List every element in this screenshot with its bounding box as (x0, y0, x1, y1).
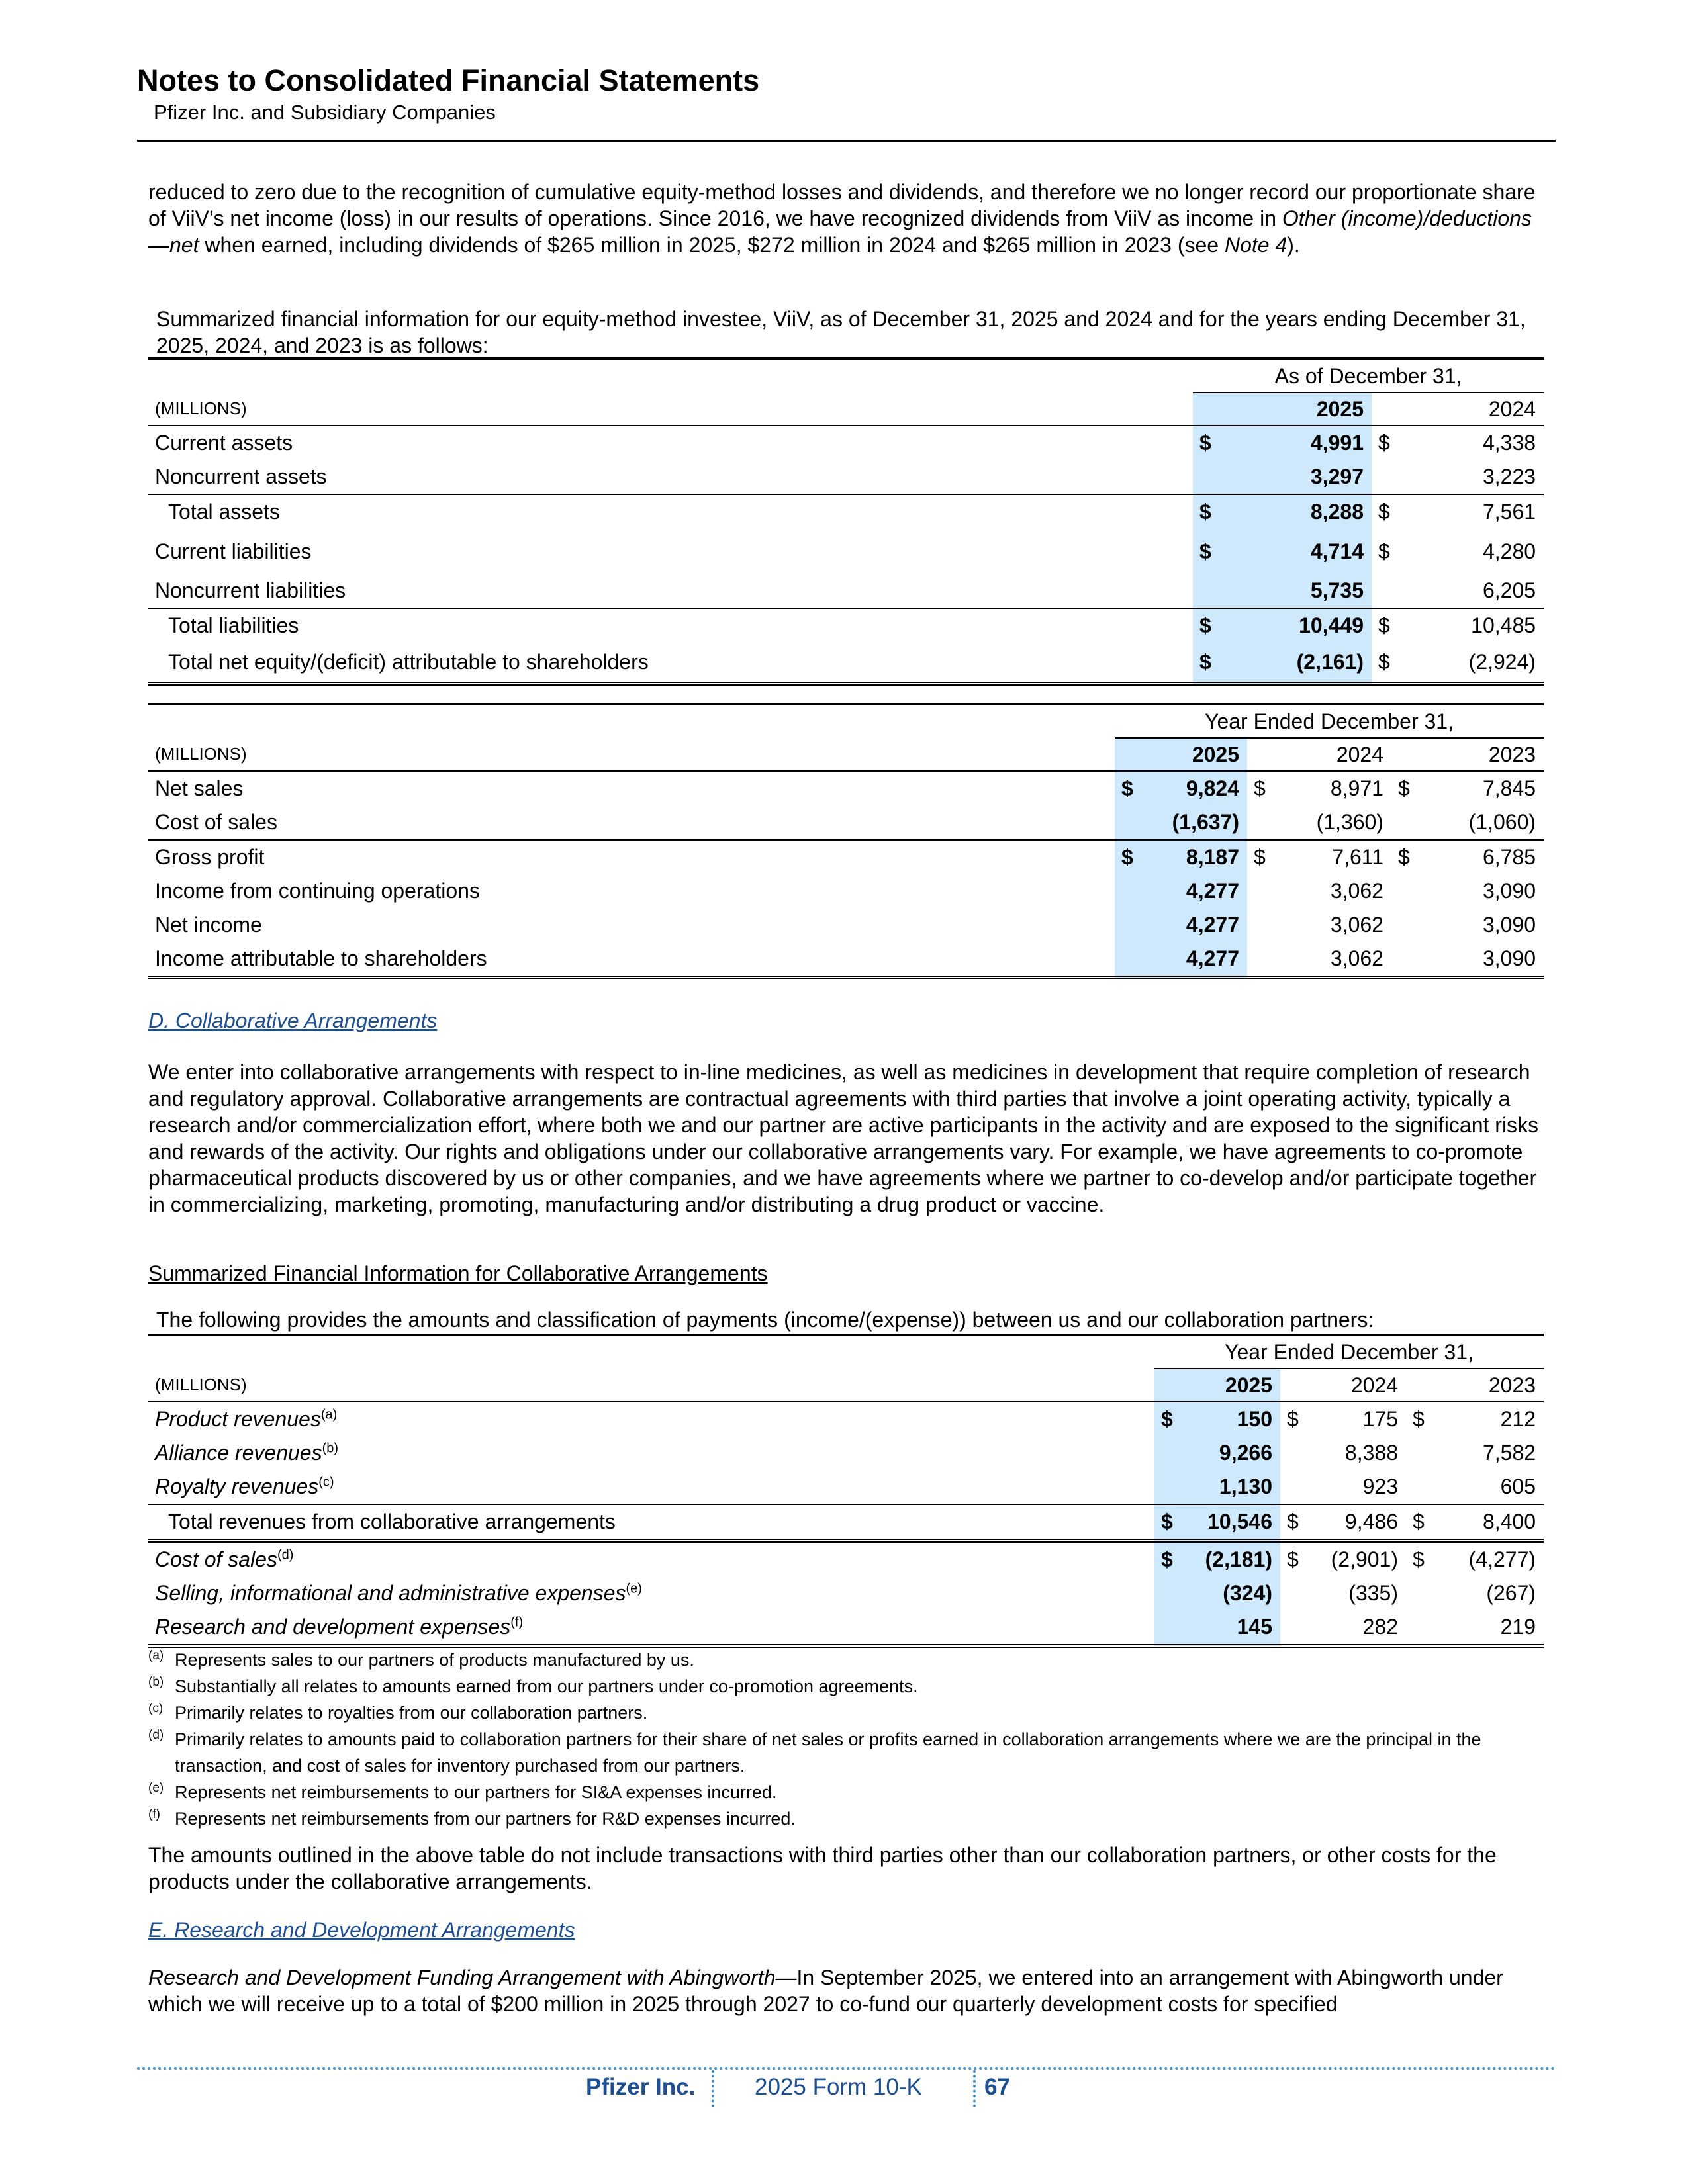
viiv-income-table (148, 703, 1544, 979)
viiv-balance-sheet-table (148, 357, 1544, 686)
collaboration-payments-table (148, 1334, 1544, 1648)
currency-symbol (1406, 1470, 1432, 1504)
value-2023: 3,090 (1482, 913, 1536, 936)
value-2024: 3,062 (1280, 942, 1391, 978)
unit-label: (MILLIONS) (148, 1369, 1154, 1402)
currency-symbol: $ (1406, 1504, 1432, 1541)
currency-symbol: $ (1378, 614, 1390, 637)
currency-symbol (1193, 460, 1226, 494)
row-label-text: Product revenues (155, 1407, 321, 1431)
page-subtitle: Pfizer Inc. and Subsidiary Companies (154, 101, 496, 124)
value-2024: 7,611 (1332, 845, 1383, 869)
currency-symbol (1115, 942, 1148, 978)
footnote (148, 1726, 1552, 1779)
currency-symbol (1154, 1576, 1181, 1610)
table-row (148, 1576, 1544, 1610)
year-header: 2025 (1226, 392, 1372, 426)
year-header: 2024 (1280, 738, 1391, 771)
currency-symbol: $ (1372, 643, 1405, 684)
year-header: 2023 (1425, 738, 1544, 771)
currency-symbol (1406, 1436, 1432, 1470)
currency-symbol (1280, 1470, 1307, 1504)
footnote-mark: (b) (148, 1675, 164, 1689)
row-label (148, 1610, 1154, 1646)
currency-symbol: $ (1193, 529, 1226, 574)
page-footer (0, 2070, 1688, 2110)
currency-symbol: $ (1287, 1407, 1299, 1431)
value-2024: 6,205 (1405, 574, 1544, 608)
currency-symbol: $ (1254, 845, 1266, 869)
row-label: Current liabilities (155, 539, 312, 563)
footnote-mark: (f) (148, 1807, 160, 1821)
footnote (148, 1779, 1552, 1805)
footnote-ref: (f) (510, 1615, 524, 1630)
row-label: Income attributable to shareholders (148, 942, 1115, 978)
currency-symbol: $ (1193, 426, 1226, 460)
currency-symbol: $ (1378, 431, 1390, 455)
value-2024: 9,486 (1307, 1504, 1406, 1541)
currency-symbol (1372, 574, 1405, 608)
table-row (148, 771, 1544, 805)
footnote-text: Primarily relates to amounts paid to collaboration partners for their share of net sales or profits earned in collaboration arrangements where we are the principal in the transaction, and cost of sales for inventory purchased from our partners. (175, 1729, 1481, 1776)
section-d-subheading: Summarized Financial Information for Collaborative Arrangements (148, 1261, 768, 1285)
table-row (148, 608, 1544, 643)
value-2024: 10,485 (1471, 614, 1536, 637)
section-e-body: Research and Development Funding Arrangement with Abingworth—In September 2025, we entered into an arrangement with Abingworth under which we will receive up to a total of $200 million in 2025 through 2027 to co-fund our quarterly development costs for specified (148, 1966, 1503, 2016)
currency-symbol: $ (1154, 1541, 1181, 1576)
footnote-ref: (e) (626, 1581, 642, 1596)
currency-symbol (1406, 1610, 1432, 1646)
footnote-mark: (e) (148, 1781, 164, 1795)
footnote-text: Primarily relates to royalties from our collaboration partners. (175, 1703, 648, 1723)
row-label: Noncurrent assets (148, 460, 1193, 494)
period-header: As of December 31, (1193, 359, 1544, 392)
table-row (148, 942, 1544, 978)
currency-symbol: $ (1193, 643, 1226, 684)
value-2024: (1,360) (1280, 805, 1391, 840)
currency-symbol (1280, 1576, 1307, 1610)
row-label: Current assets (155, 431, 293, 455)
footnote-text: Represents net reimbursements from our partners for R&D expenses incurred. (175, 1809, 796, 1829)
row-label (148, 1470, 1154, 1504)
currency-symbol: $ (1193, 494, 1226, 529)
value-2023: 6,785 (1482, 845, 1536, 869)
year-header: 2025 (1181, 1369, 1280, 1402)
currency-symbol: $ (1413, 1407, 1425, 1431)
section-d-heading[interactable]: D. Collaborative Arrangements (148, 1009, 438, 1032)
value-2024: 8,388 (1344, 1441, 1398, 1465)
value-2024: 7,561 (1482, 500, 1536, 523)
section-d-body: We enter into collaborative arrangements with respect to in-line medicines, as well as medicines in development that require completion of research and regulatory approval. Collaborative arrangements are contractual agreements with third parties that involve a joint operating activity, typically a research and/or commercialization effort, where both we and our partner are active participants in the activity and are exposed to the significant risks and rewards of the activity. Our rights and obligations under our collaborative arrangements vary. For example, we have agreements to co-promote pharmaceutical products discovered by us or other companies, and we have agreements where we partner to co-develop and/or participate together in commercializing, marketing, promoting, manufacturing and/or distributing a drug product or vaccine. (148, 1060, 1539, 1216)
currency-symbol (1247, 908, 1280, 942)
table-row (148, 1541, 1544, 1576)
footnote-mark: (a) (148, 1649, 164, 1662)
table-row (148, 908, 1544, 942)
row-label: Net sales (155, 776, 244, 800)
year-header: 2023 (1432, 1369, 1544, 1402)
row-label: Noncurrent liabilities (148, 574, 1193, 608)
currency-symbol (1154, 1436, 1181, 1470)
row-label: Total assets (168, 500, 280, 523)
currency-symbol (1115, 874, 1148, 908)
unit-label: (MILLIONS) (148, 392, 1193, 426)
value-2024: 8,971 (1330, 776, 1383, 800)
value-2024: (335) (1348, 1581, 1398, 1605)
currency-symbol: $ (1398, 845, 1410, 869)
currency-symbol: $ (1280, 1504, 1307, 1541)
currency-symbol: $ (1254, 776, 1266, 800)
year-header: 2025 (1148, 738, 1247, 771)
value-2025: 8,288 (1226, 494, 1372, 529)
currency-symbol (1247, 874, 1280, 908)
unit-label: (MILLIONS) (148, 738, 1115, 771)
currency-symbol: $ (1287, 1547, 1299, 1571)
header-rule (137, 140, 1556, 142)
value-2023: 219 (1432, 1610, 1544, 1646)
currency-symbol (1115, 805, 1148, 840)
footnote (148, 1700, 1552, 1726)
value-2023: 3,090 (1425, 942, 1544, 978)
value-2025: 8,187 (1148, 840, 1247, 874)
value-2024: 4,280 (1482, 539, 1536, 563)
currency-symbol: $ (1378, 500, 1390, 523)
currency-symbol (1372, 460, 1405, 494)
after-table-paragraph: The amounts outlined in the above table do not include transactions with third parties other than our collaboration partners, or other costs for the products under the collaborative arrangements. (148, 1843, 1497, 1893)
footer-separator (712, 2070, 714, 2107)
value-2024: 3,062 (1330, 879, 1383, 903)
currency-symbol: $ (1115, 840, 1148, 874)
value-2023: 3,090 (1482, 879, 1536, 903)
footer-rule (137, 2067, 1556, 2070)
table-row (148, 574, 1544, 608)
currency-symbol: $ (1398, 776, 1410, 800)
value-2025: (2,161) (1226, 643, 1372, 684)
value-2025: 9,824 (1148, 771, 1247, 805)
currency-symbol (1154, 1470, 1181, 1504)
table-row (148, 1610, 1544, 1646)
value-2025: 3,297 (1226, 460, 1372, 494)
viiv-intro: Summarized financial information for our equity-method investee, ViiV, as of December 31, 2025 and 2024 and for the years ending December 31, 2025, 2024, and 2023 is as follows: (156, 307, 1526, 357)
currency-symbol (1280, 1436, 1307, 1470)
footnote (148, 1673, 1552, 1700)
currency-symbol: $ (1154, 1402, 1181, 1436)
table-row (148, 529, 1544, 574)
footer-company: Pfizer Inc. (586, 2074, 696, 2100)
footnote-ref: (b) (322, 1441, 339, 1456)
value-2025: 145 (1181, 1610, 1280, 1646)
table-row (148, 1436, 1544, 1470)
row-label-text: Alliance revenues (155, 1441, 322, 1465)
row-label (148, 1504, 1154, 1541)
footnote-ref: (d) (277, 1547, 294, 1563)
value-2023: 7,845 (1482, 776, 1536, 800)
value-2024: 3,062 (1330, 913, 1383, 936)
footnotes (148, 1647, 1552, 1832)
currency-symbol: $ (1154, 1504, 1181, 1541)
value-2025: 4,277 (1148, 942, 1247, 978)
value-2024: 4,338 (1482, 431, 1536, 455)
row-label (148, 1576, 1154, 1610)
row-label-text: Selling, informational and administrative expenses (155, 1581, 626, 1605)
value-2024: (2,924) (1405, 643, 1544, 684)
footnote-ref: (a) (320, 1407, 338, 1422)
value-2025: 10,546 (1181, 1504, 1280, 1541)
table-row (148, 643, 1544, 684)
row-label (148, 1402, 1154, 1436)
value-2025: 4,714 (1226, 529, 1372, 574)
row-label-text: Cost of sales (155, 1547, 277, 1571)
value-2025: 10,449 (1226, 608, 1372, 643)
currency-symbol (1154, 1610, 1181, 1646)
value-2024: 175 (1362, 1407, 1398, 1431)
row-label-text: Research and development expenses (155, 1615, 511, 1639)
row-label (148, 1541, 1154, 1576)
intro-paragraph: reduced to zero due to the recognition of cumulative equity-method losses and dividends, and therefore we no longer record our proportionate share of ViiV’s net income (loss) in our results of operations. Since 2016, we have recognized dividends from ViiV as income in Other (income)/deductions—net when earned, including dividends of $265 million in 2025, $272 million in 2024 and $265 million in 2023 (see Note 4). (148, 180, 1536, 257)
table-row (148, 1470, 1544, 1504)
row-label: Total net equity/(deficit) attributable to shareholders (148, 643, 1193, 684)
table-row (148, 1504, 1544, 1541)
value-2025: 5,735 (1226, 574, 1372, 608)
row-label: Income from continuing operations (155, 879, 480, 903)
value-2025: (2,181) (1181, 1541, 1280, 1576)
currency-symbol: $ (1193, 608, 1226, 643)
period-header: Year Ended December 31, (1115, 704, 1544, 738)
collab-table-intro: The following provides the amounts and classification of payments (income/(expense)) between us and our collaboration partners: (156, 1308, 1374, 1332)
table-row (148, 874, 1544, 908)
currency-symbol (1280, 1610, 1307, 1646)
page-number: 67 (984, 2074, 1010, 2100)
table-row (148, 460, 1544, 494)
value-2025: (324) (1181, 1576, 1280, 1610)
year-header: 2024 (1307, 1369, 1406, 1402)
row-label-text: Total revenues from collaborative arrangements (168, 1510, 616, 1533)
value-2023: 7,582 (1482, 1441, 1536, 1465)
footnote (148, 1647, 1552, 1673)
footnote-text: Represents net reimbursements to our partners for SI&A expenses incurred. (175, 1782, 777, 1802)
value-2025: 4,277 (1148, 908, 1247, 942)
value-2025: 9,266 (1181, 1436, 1280, 1470)
currency-symbol (1247, 805, 1280, 840)
currency-symbol (1193, 574, 1226, 608)
row-label: Total liabilities (168, 614, 299, 637)
currency-symbol (1391, 942, 1425, 978)
row-label: Cost of sales (148, 805, 1115, 840)
value-2024: 923 (1307, 1470, 1406, 1504)
value-2025: 4,277 (1148, 874, 1247, 908)
footnote-mark: (d) (148, 1728, 164, 1742)
value-2024: 282 (1307, 1610, 1406, 1646)
value-2024: 3,223 (1405, 460, 1544, 494)
table-row (148, 1402, 1544, 1436)
value-2023: 8,400 (1432, 1504, 1544, 1541)
footnote-text: Substantially all relates to amounts earned from our partners under co-promotion agreements. (175, 1676, 918, 1696)
value-2023: (1,060) (1425, 805, 1544, 840)
footnote-ref: (c) (318, 1475, 334, 1490)
value-2025: (1,637) (1148, 805, 1247, 840)
currency-symbol (1115, 908, 1148, 942)
currency-symbol (1391, 805, 1425, 840)
table-row (148, 840, 1544, 874)
row-label-text: Royalty revenues (155, 1475, 319, 1498)
value-2023: 212 (1500, 1407, 1536, 1431)
value-2023: (267) (1486, 1581, 1536, 1605)
row-label: Net income (155, 913, 262, 936)
currency-symbol (1391, 874, 1425, 908)
period-header: Year Ended December 31, (1154, 1335, 1544, 1369)
currency-symbol: $ (1413, 1547, 1425, 1571)
currency-symbol (1406, 1576, 1432, 1610)
footnote-mark: (c) (148, 1702, 164, 1715)
page-title: Notes to Consolidated Financial Statements (137, 64, 760, 97)
currency-symbol: $ (1378, 539, 1390, 563)
currency-symbol (1247, 942, 1280, 978)
year-header: 2024 (1405, 392, 1544, 426)
table-row (148, 426, 1544, 460)
table-row (148, 494, 1544, 529)
currency-symbol: $ (1115, 771, 1148, 805)
value-2025: 4,991 (1226, 426, 1372, 460)
value-2024: (2,901) (1331, 1547, 1398, 1571)
row-label (148, 1436, 1154, 1470)
value-2025: 1,130 (1181, 1470, 1280, 1504)
currency-symbol (1391, 908, 1425, 942)
value-2023: (4,277) (1468, 1547, 1536, 1571)
footer-separator (973, 2070, 976, 2107)
value-2025: 150 (1181, 1402, 1280, 1436)
footnote-text: Represents sales to our partners of products manufactured by us. (175, 1650, 694, 1670)
section-e-heading[interactable]: E. Research and Development Arrangements (148, 1918, 575, 1942)
value-2023: 605 (1432, 1470, 1544, 1504)
footnote (148, 1805, 1552, 1832)
table-row (148, 805, 1544, 840)
row-label: Gross profit (155, 845, 265, 869)
footer-form: 2025 Form 10-K (755, 2074, 922, 2100)
